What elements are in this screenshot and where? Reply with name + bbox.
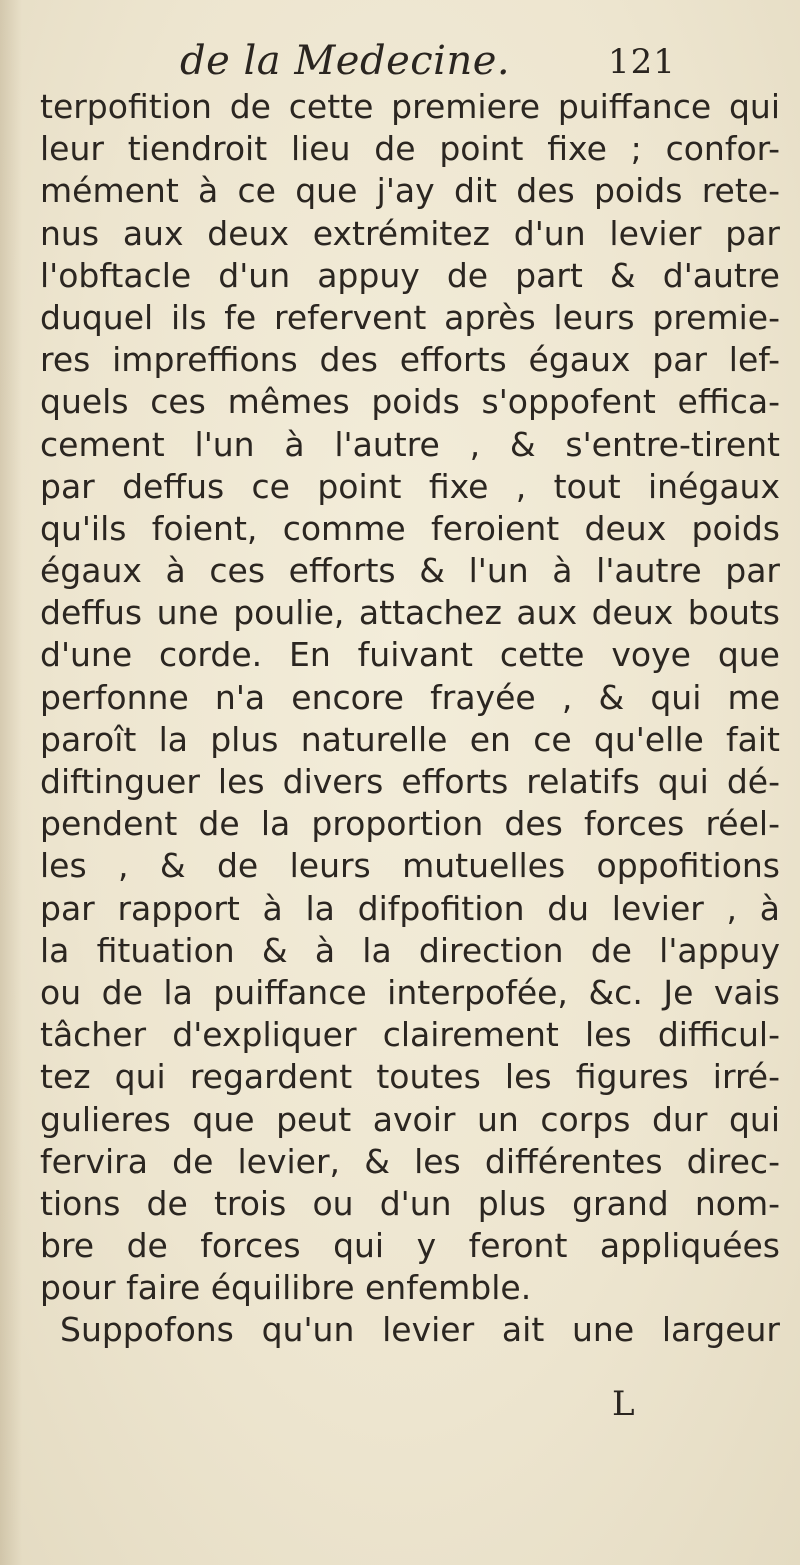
text-line: tez qui regardent toutes les figures irré- [40, 1057, 780, 1097]
text-line: gulieres que peut avoir un corps dur qui [40, 1099, 780, 1139]
text-line: Suppofons qu'un levier ait une largeur [60, 1310, 780, 1350]
text-line: tions de trois ou d'un plus grand nom- [40, 1183, 780, 1223]
text-line: pour faire équilibre enfemble. [40, 1268, 532, 1308]
text-line: par deffus ce point fixe , tout inégaux [40, 466, 780, 506]
text-line: les , & de leurs mutuelles oppofitions [40, 846, 780, 886]
page-number: 121 [608, 42, 676, 82]
text-line: qu'ils foient, comme feroient deux poids [40, 508, 780, 548]
text-line: nus aux deux extrémitez d'un levier par [40, 213, 780, 253]
text-line: mément à ce que j'ay dit des poids rete- [40, 171, 780, 211]
text-line: diftinguer les divers efforts relatifs qui dé- [40, 762, 780, 801]
text-line: d'une corde. En fuivant cette voye que [40, 635, 780, 675]
running-title: de la Medecine. [180, 38, 511, 84]
text-line: fervira de levier, & les différentes direc- [40, 1141, 780, 1181]
text-line: duquel ils fe refervent après leurs premie- [40, 297, 780, 337]
text-line: res impreffions des efforts égaux par lef- [40, 340, 780, 380]
text-line: leur tiendroit lieu de point fixe ; confor- [40, 129, 780, 169]
text-line: bre de forces qui y feront appliquées [40, 1226, 780, 1266]
text-line: l'obftacle d'un appuy de part & d'autre [40, 255, 780, 295]
text-line: tâcher d'expliquer clairement les difficul- [40, 1015, 780, 1055]
signature-mark: L [612, 1384, 635, 1424]
text-line: ou de la puiffance interpofée, &c. Je vais [40, 972, 780, 1012]
text-line: perfonne n'a encore frayée , & qui me [40, 677, 780, 717]
text-line: égaux à ces efforts & l'un à l'autre par [40, 551, 780, 591]
page-gutter-shadow [0, 0, 22, 1565]
text-line: la fituation & à la direction de l'appuy [40, 930, 780, 970]
text-line: cement l'un à l'autre , & s'entre-tirent [40, 424, 780, 464]
text-line: quels ces mêmes poids s'oppofent effica- [40, 382, 780, 422]
text-line: pendent de la proportion des forces réel- [40, 804, 780, 844]
text-line: terpofition de cette premiere puiffance qui [40, 87, 780, 126]
text-line: deffus une poulie, attachez aux deux bouts [40, 593, 780, 633]
text-line: par rapport à la difpofition du levier , à [40, 888, 780, 928]
text-line: paroît la plus naturelle en ce qu'elle fait [40, 719, 780, 759]
body-text [40, 86, 780, 1352]
